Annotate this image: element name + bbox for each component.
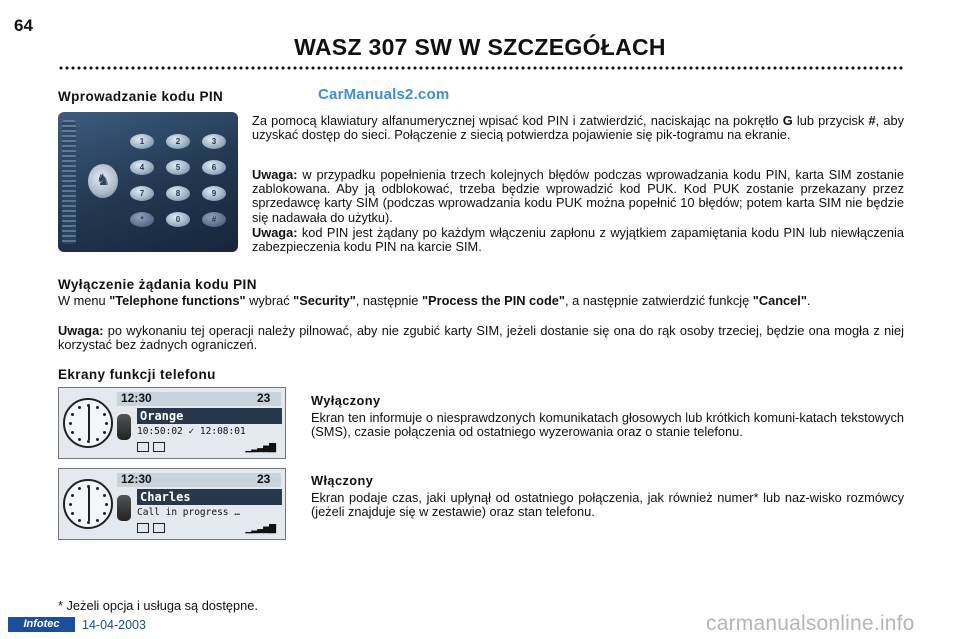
disable-pin-paragraph: W menu "Telephone functions" wybrać "Security", następnie "Process the PIN code", a następnie zatwierdzić funkcję "Cancel". (58, 293, 811, 308)
phone-screen-off (58, 387, 286, 459)
section-heading-phone-screens: Ekrany funkcji telefonu (58, 367, 216, 382)
disable-pin-note: Uwaga: po wykonaniu tej operacji należy pilnować, aby nie zgubić karty SIM, jeżeli dostanie się ona do rąk osoby trzeciej, będzie ona mogła z niej korzystać bez żadnych ograniczeń. (58, 323, 904, 353)
clock-tick (78, 519, 81, 522)
keypad-key: * (130, 212, 154, 227)
dotted-divider (58, 66, 904, 70)
keypad-key: 2 (166, 134, 190, 149)
clock-tick (105, 422, 108, 425)
clock-tick (96, 487, 99, 490)
screen-call-status: Call in progress … (137, 507, 240, 518)
voicemail-icon (153, 442, 165, 452)
watermark-carmanuals: CarManuals2.com (318, 86, 450, 103)
page-title: WASZ 307 SW W SZCZEGÓŁACH (294, 34, 666, 60)
clock-tick (103, 413, 106, 416)
clock-tick (96, 406, 99, 409)
watermark-carmanualsonline: carmanualsonline.info (706, 612, 915, 635)
keypad-key: 8 (166, 186, 190, 201)
clock-tick (71, 494, 74, 497)
clock-tick (71, 413, 74, 416)
clock-tick (103, 512, 106, 515)
clock-tick (105, 503, 108, 506)
infotec-badge: Infotec (8, 617, 75, 632)
clock-tick (87, 440, 90, 443)
clock-tick (69, 422, 72, 425)
phone-screen-on (58, 468, 286, 540)
clock-tick (69, 503, 72, 506)
keypad-key: 7 (130, 186, 154, 201)
keypad-key: 0 (166, 212, 190, 227)
screen-battery: 23 (257, 472, 271, 486)
keypad-key: 9 (202, 186, 226, 201)
clock-tick (71, 512, 74, 515)
screen-time: 12:30 (121, 472, 152, 486)
screen-battery: 23 (257, 391, 271, 405)
clock-tick (103, 494, 106, 497)
keypad-key: 4 (130, 160, 154, 175)
signal-strength-icon: ▁▂▃▅▇ (245, 523, 275, 533)
clock-tick (78, 487, 81, 490)
keypad-key: 3 (202, 134, 226, 149)
clock-tick (71, 431, 74, 434)
screen-call-info: 10:50:02 ✓ 12:08:01 (137, 426, 246, 437)
phone-handset-icon (117, 495, 131, 521)
screen-time: 12:30 (121, 391, 152, 405)
keypad-key: 1 (130, 134, 154, 149)
section-heading-pin-entry: Wprowadzanie kodu PIN (58, 89, 224, 104)
screen-network-name: Orange (137, 408, 282, 424)
clock-icon (63, 479, 113, 529)
screen-caller-name: Charles (137, 489, 282, 505)
signal-strength-icon: ▁▂▃▅▇ (245, 442, 275, 452)
clock-tick (87, 404, 90, 407)
envelope-icon (137, 442, 149, 452)
clock-tick (103, 431, 106, 434)
pin-note-1: Uwaga: w przypadku popełnienia trzech kolejnych błędów podczas wprowadzania kodu PIN, karta SIM zostanie zablokowana. Aby ją odblokować, trzeba będzie wprowadzić kod PUK. Kod PUK zostanie przekazany przez sprzedawcę karty SIM (podczas wprowadzania kodu PUK można popełnić 10 błędów; potem karta SIM nie będzie się nadawała do użytku). (252, 167, 904, 225)
voicemail-icon (153, 523, 165, 533)
clock-icon (63, 398, 113, 448)
phone-handset-icon (117, 414, 131, 440)
pin-entry-paragraph: Za pomocą klawiatury alfanumerycznej wpisać kod PIN i zatwierdzić, naciskając na pokrętło G lub przycisk #, aby uzyskać dostęp do sieci. Połączenie z siecią potwierdza pojawienie się pik-togramu na ekranie. (252, 113, 904, 143)
clock-tick (96, 519, 99, 522)
screen-on-description: Ekran podaje czas, jaki upłynął od ostatniego połączenia, jak również numer* lub naz-wisko rozmówcy (jeżeli znajduje się w zestawie) oraz stan telefonu. (311, 490, 904, 520)
clock-tick (96, 438, 99, 441)
screen-off-description: Ekran ten informuje o niesprawdzonych komunikatach głosowych lub krótkich komuni-katach tekstowych (SMS), czasie połączenia od ostatniego wyzerowania oraz o stanie telefonu. (311, 410, 904, 440)
screen-on-title: Włączony (311, 473, 374, 488)
footer-date: 14-04-2003 (82, 618, 146, 632)
clock-tick (87, 521, 90, 524)
pin-note-2: Uwaga: kod PIN jest żądany po każdym włączeniu zapłonu z wyjątkiem zapamiętania kodu PIN lub niewłączenia zabezpieczenia kodu PIN na karcie SIM. (252, 225, 904, 255)
keypad-key: # (202, 212, 226, 227)
keypad-image (58, 112, 238, 252)
clock-tick (78, 438, 81, 441)
envelope-icon (137, 523, 149, 533)
keypad-key: 5 (166, 160, 190, 175)
footnote: * Jeżeli opcja i usługa są dostępne. (58, 598, 258, 613)
keypad-key: 6 (202, 160, 226, 175)
page-number: 64 (14, 16, 33, 35)
clock-tick (87, 485, 90, 488)
section-heading-disable-pin: Wyłączenie żądania kodu PIN (58, 277, 257, 292)
peugeot-lion-icon: ♞ (88, 164, 118, 198)
clock-tick (78, 406, 81, 409)
screen-off-title: Wyłączony (311, 393, 381, 408)
keypad-grille (62, 120, 76, 244)
